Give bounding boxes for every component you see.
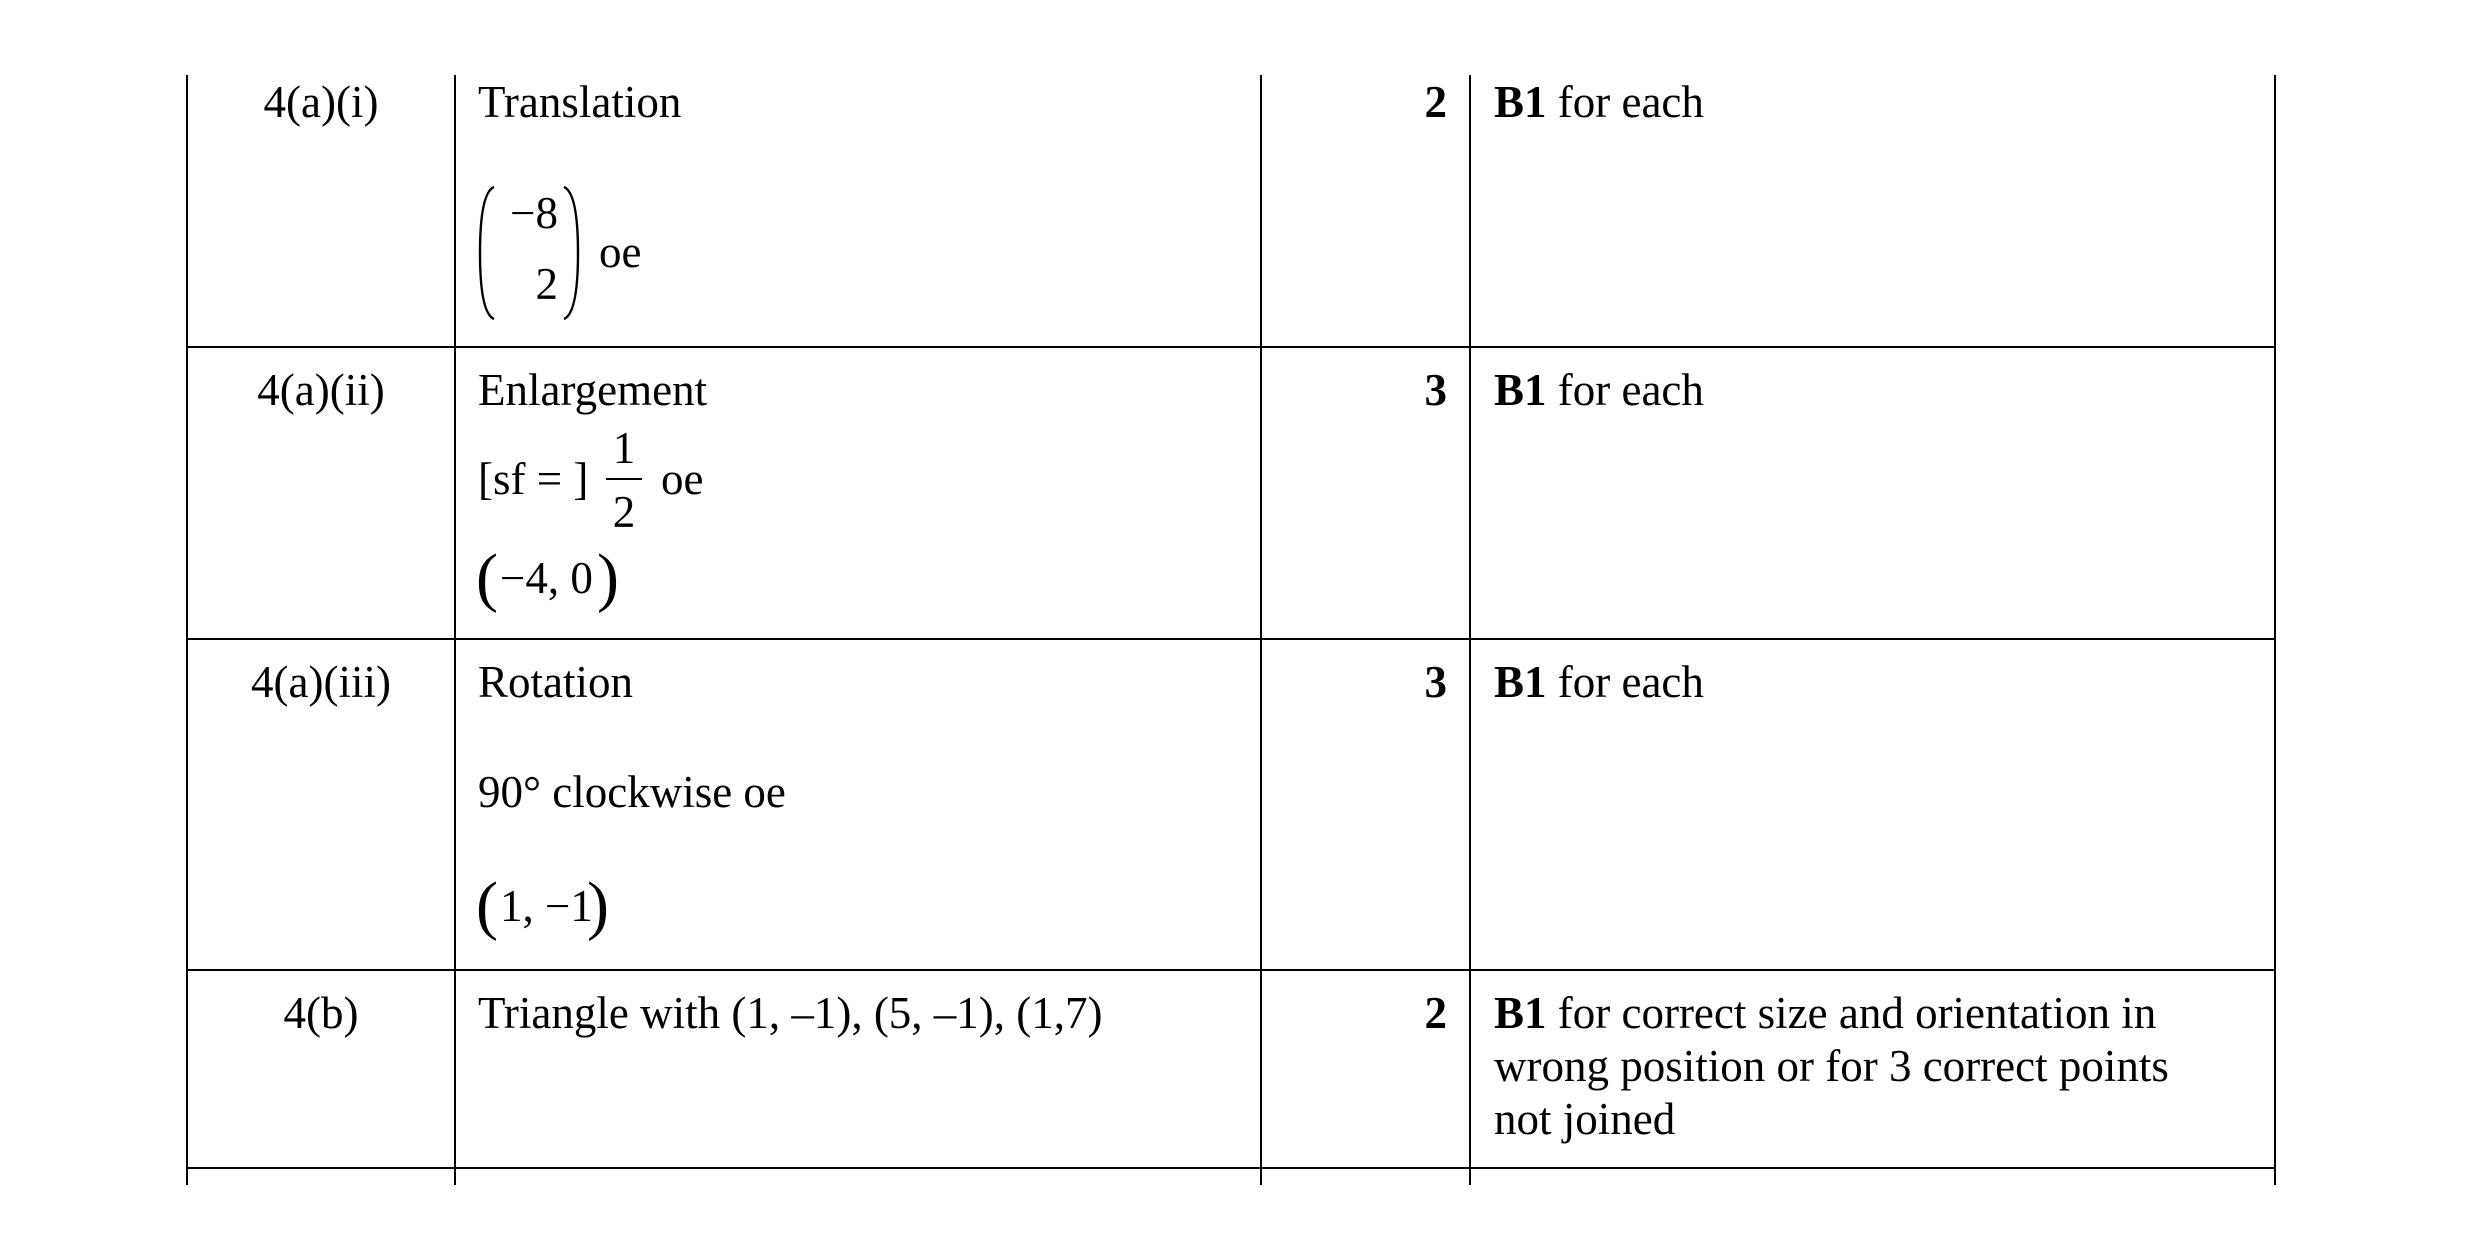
- mark-value: 3: [1424, 365, 1447, 415]
- guidance: [1494, 76, 1704, 129]
- guidance: [1494, 987, 2156, 1040]
- fraction-numerator: 1: [612, 423, 636, 473]
- guidance-text: not joined: [1494, 1094, 1676, 1144]
- question-number: 4(b): [283, 988, 359, 1038]
- column-vector: [478, 183, 588, 323]
- vector-top: −8: [510, 188, 558, 238]
- guidance-bold: B1: [1494, 77, 1547, 127]
- guidance-text: wrong position or for 3 correct points: [1494, 1041, 2169, 1091]
- scale-factor-suffix: oe: [661, 454, 704, 504]
- question-number: 4(a)(i): [263, 77, 379, 127]
- guidance-bold: B1: [1494, 365, 1547, 415]
- vector-bottom: 2: [535, 259, 558, 309]
- answer-text: Enlargement: [478, 365, 708, 415]
- row-divider-1: [186, 346, 2276, 348]
- row-divider-2: [186, 638, 2276, 640]
- mark-value: 3: [1424, 657, 1447, 707]
- answer-text: 90° clockwise oe: [478, 767, 786, 817]
- point-value: 1, −1: [500, 881, 593, 931]
- answer-text: Rotation: [478, 657, 633, 707]
- guidance-bold: B1: [1494, 988, 1547, 1038]
- guidance: [1494, 656, 1704, 709]
- mark-value: 2: [1424, 988, 1447, 1038]
- row-divider-4: [186, 1167, 2276, 1169]
- guidance-text: for each: [1546, 365, 1704, 415]
- guidance-text: for correct size and orientation in: [1546, 988, 2157, 1038]
- guidance-text: for each: [1546, 77, 1704, 127]
- question-number: 4(a)(iii): [251, 657, 391, 707]
- mark-value: 2: [1424, 77, 1447, 127]
- point-value: −4, 0: [500, 553, 593, 603]
- fraction-denominator: 2: [612, 487, 636, 537]
- scale-factor-prefix: [sf = ]: [478, 454, 589, 504]
- column-divider-1: [454, 75, 456, 1185]
- paren-close: ): [597, 541, 619, 614]
- guidance-bold: B1: [1494, 657, 1547, 707]
- guidance: [1494, 364, 1704, 417]
- fraction-bar: [606, 478, 642, 480]
- table-border-right: [2274, 75, 2276, 1185]
- vector-suffix: oe: [599, 227, 642, 277]
- column-divider-3: [1469, 75, 1471, 1185]
- guidance-text: for each: [1546, 657, 1704, 707]
- answer-text: Triangle with (1, –1), (5, –1), (1,7): [478, 988, 1103, 1038]
- question-number: 4(a)(ii): [257, 365, 385, 415]
- answer-text: Translation: [478, 77, 682, 127]
- row-divider-3: [186, 969, 2276, 971]
- paren-open: (: [476, 541, 498, 614]
- paren-open: (: [476, 869, 498, 942]
- paren-close: ): [587, 869, 609, 942]
